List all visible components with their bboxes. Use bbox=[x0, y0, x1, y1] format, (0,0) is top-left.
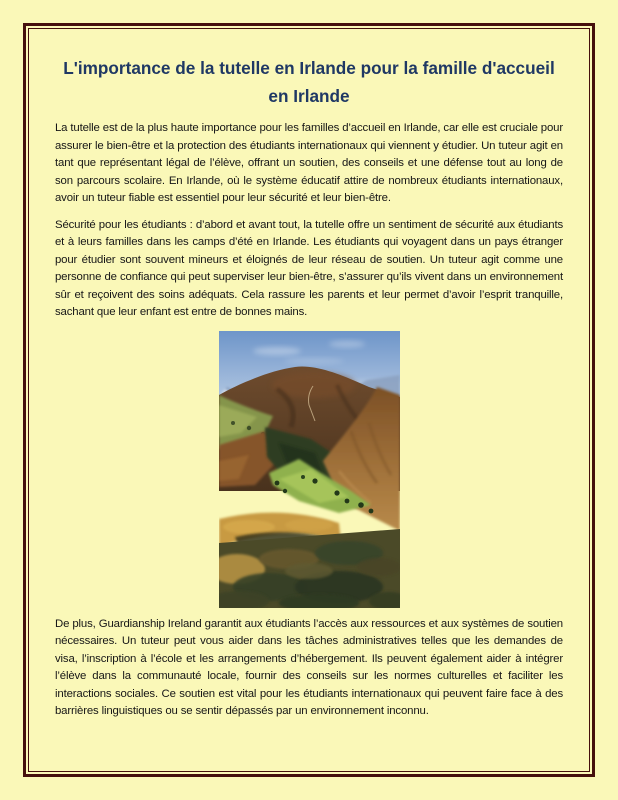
page-title: L'importance de la tutelle en Irlande pour la famille d'accueil en Irlande bbox=[63, 58, 555, 106]
paragraph-guardianship-ireland-support: De plus, Guardianship Ireland garantit aux étudiants l’accès aux ressources et aux systèmes de soutien nécessaires. Un tuteur peut vous aider dans les tâches administratives telles que les demandes de visa, l’inscription à l’école et les arrangements d’hébergement. Ils peuvent également aider à intégrer l’élève dans la communauté locale, fournir des conseils sur les normes culturelles et faciliter les interactions sociales. Ce soutien est vital pour les étudiants internationaux qui peuvent faire face à des barrières linguistiques ou se sentir dépassés par un environnement inconnu. bbox=[55, 617, 563, 717]
document-content bbox=[55, 54, 563, 730]
mountain-valley-illustration bbox=[219, 331, 400, 608]
paragraph-guardianship-intro: La tutelle est de la plus haute importance pour les familles d’accueil en Irlande, car elle est cruciale pour assurer le bien-être et la protection des étudiants internationaux qui viennent y étudier. Un tuteur agit en tant que représentant légal de l’élève, offrant un soutien, des conseils et une défense tout au long de son parcours scolaire. En Irlande, où le système éducatif attire de nombreux étudiants internationaux, avoir un tuteur fiable est essentiel pour leur sécurité et leur bien-être. bbox=[55, 122, 563, 204]
landscape-photo bbox=[219, 331, 400, 608]
paragraph-student-security: Sécurité pour les étudiants : d’abord et avant tout, la tutelle offre un sentiment de sécurité aux étudiants et à leurs familles dans les camps d’été en Irlande. Les étudiants qui voyagent dans un pays étranger pour étudier sont souvent mineurs et éloignés de leur réseau de soutien. Un tuteur agit comme une personne de confiance qui peut superviser leur bien-être, s’assurer qu’ils vivent dans un environnement sûr et reçoivent des soins adéquats. Cela rassure les parents et leur permet d’avoir l’esprit tranquille, sachant que leur enfant est entre de bonnes mains. bbox=[55, 218, 563, 318]
